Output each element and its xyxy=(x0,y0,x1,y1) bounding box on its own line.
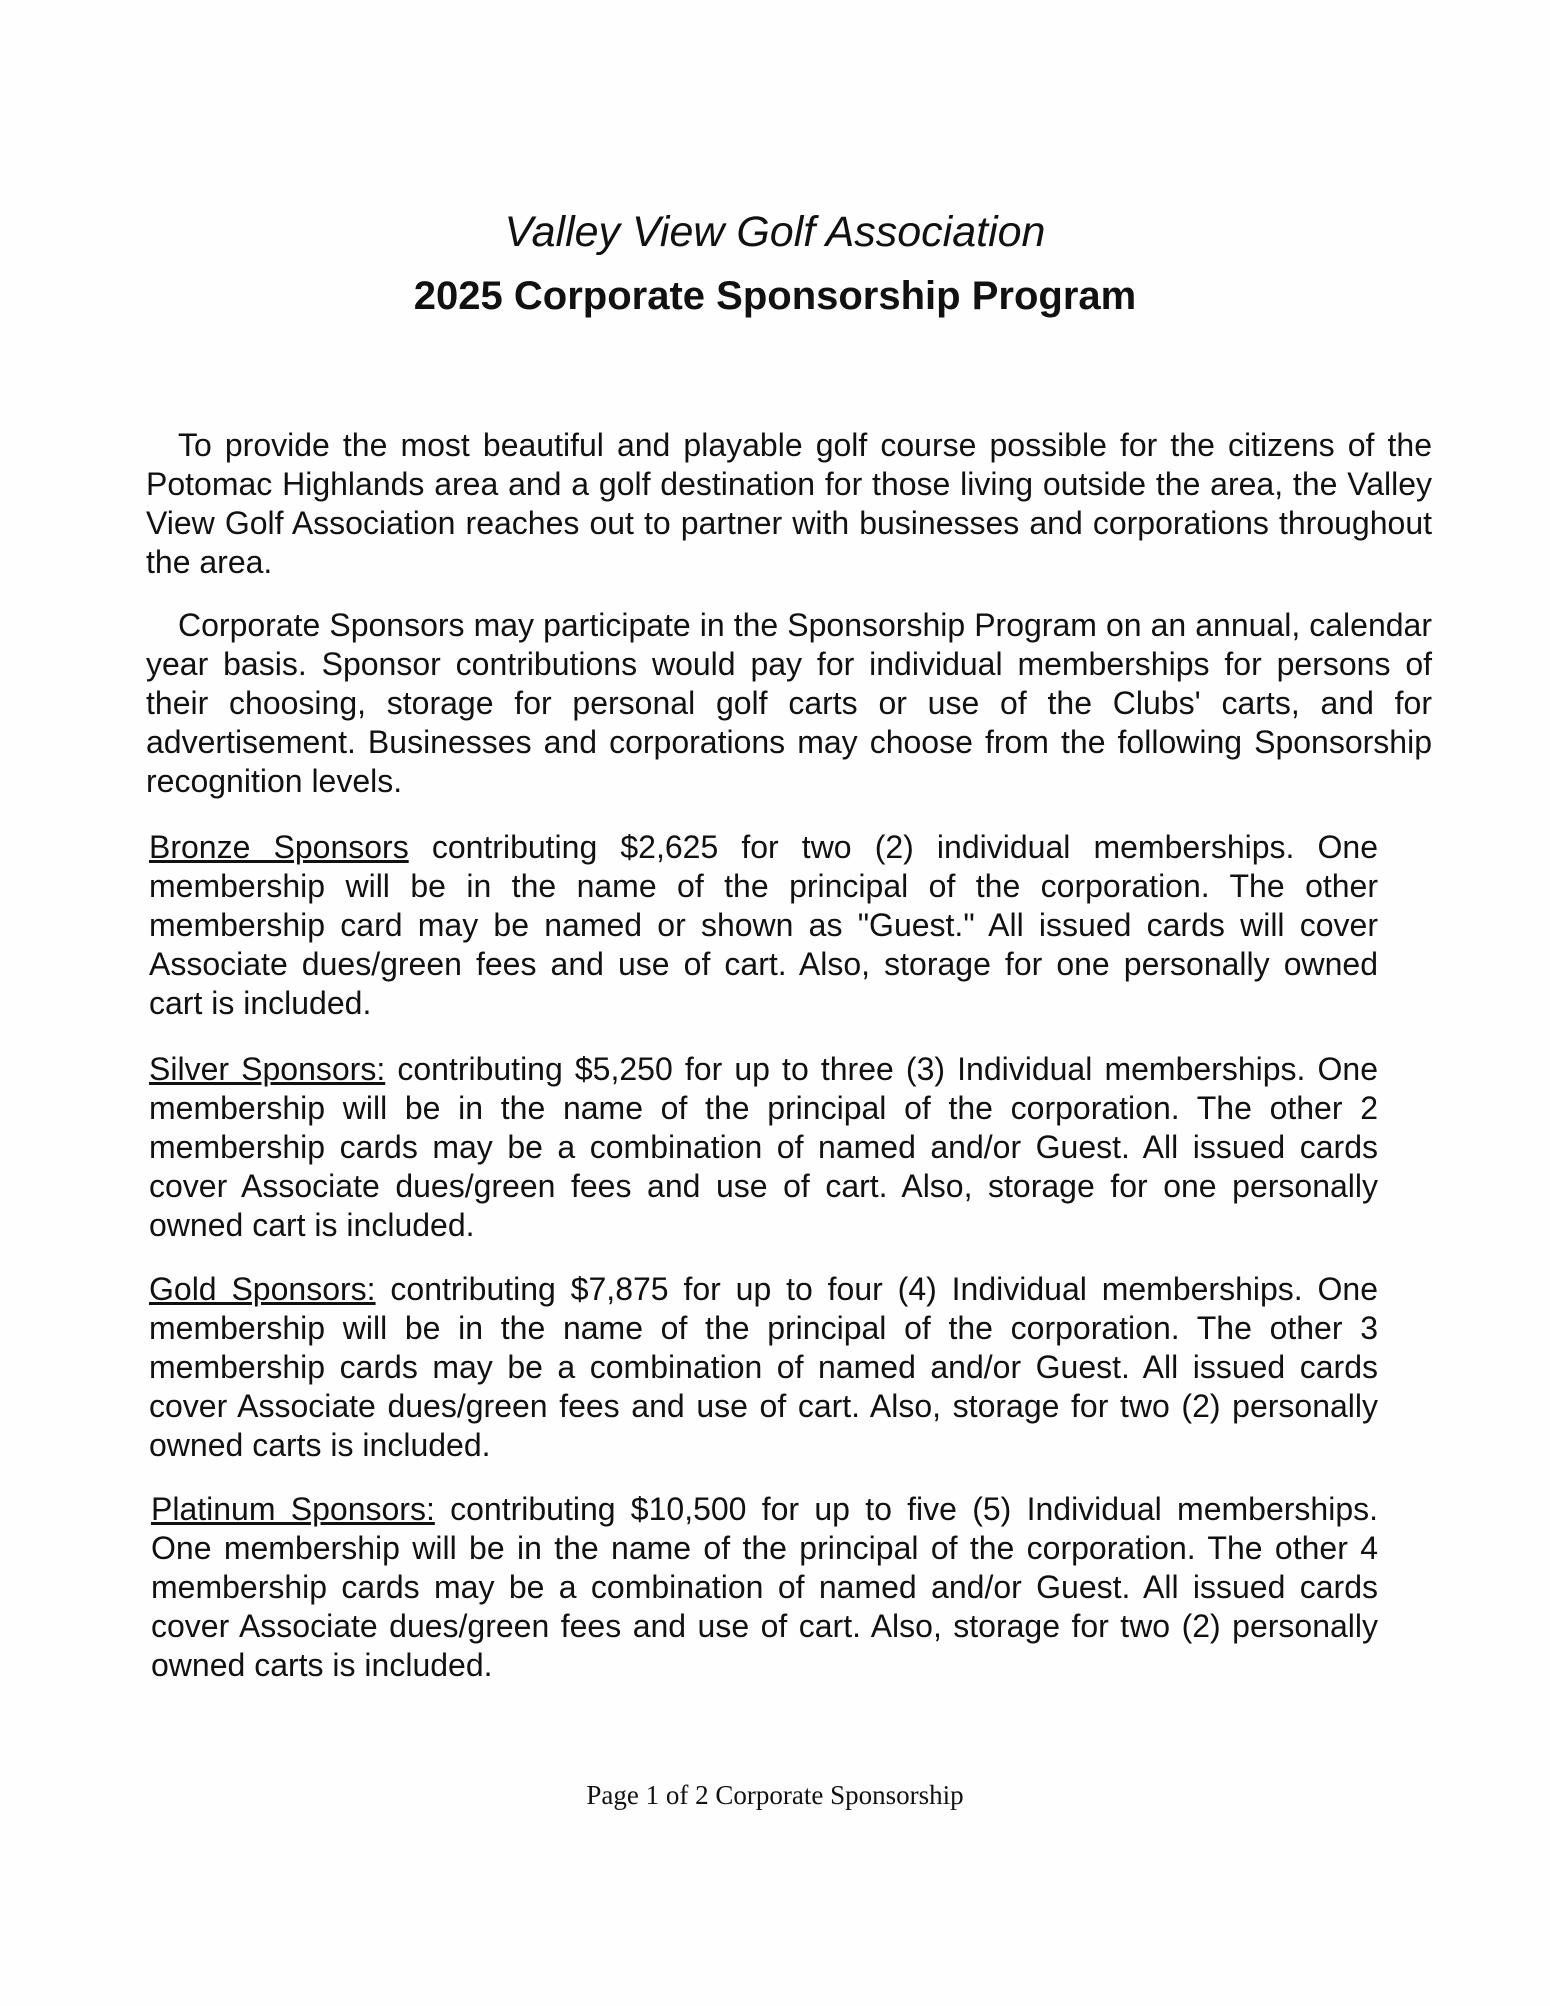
bronze-level-text: contributing $2,625 for two (2) individual memberships. One membership will be in the name of the principal of the corporation. The other membership card may be named or shown as "Guest." All issued cards will cover Associate dues/green fees and use of cart. Also, storage for one personally owned cart is included. xyxy=(149,829,1379,1021)
silver-level-name: Silver Sponsors: xyxy=(149,1051,386,1087)
organization-title: Valley View Golf Association xyxy=(504,208,1046,256)
bronze-level-name: Bronze Sponsors xyxy=(149,829,409,865)
silver-level-paragraph xyxy=(149,1050,1378,1245)
silver-level-text: contributing $5,250 for up to three (3) Individual memberships. One membership will be in the name of the principal of the corporation. The other 2 membership cards may be a combination of named and/or Guest. All issued cards cover Associate dues/green fees and use of cart. Also, storage for one personally owned cart is included. xyxy=(149,1051,1379,1243)
gold-level-text: contributing $7,875 for up to four (4) Individual memberships. One membership will be in the name of the principal of the corporation. The other 3 membership cards may be a combination of named and/or Guest. All issued cards cover Associate dues/green fees and use of cart. Also, storage for two (2) personally owned carts is included. xyxy=(149,1271,1379,1463)
page-footer: Page 1 of 2 Corporate Sponsorship xyxy=(586,1780,964,1810)
platinum-level-paragraph xyxy=(151,1490,1378,1685)
intro-paragraph-1: To provide the most beautiful and playable golf course possible for the citizens of the Potomac Highlands area and a golf destination for those living outside the area, the Valley View Golf Association reaches out to partner with businesses and corporations throughout the area. xyxy=(146,427,1432,580)
gold-level-paragraph xyxy=(149,1270,1378,1465)
platinum-level-text: contributing $10,500 for up to five (5) Individual memberships. One membership will be in the name of the principal of the corporation. The other 4 membership cards may be a combination of named and/or Guest. All issued cards cover Associate dues/green fees and use of cart. Also, storage for two (2) personally owned carts is included. xyxy=(151,1491,1379,1683)
intro-paragraph-2: Corporate Sponsors may participate in the Sponsorship Program on an annual, calendar year basis. Sponsor contributions would pay for individual memberships for persons of their choosing, storage for personal golf carts or use of the Clubs' carts, and for advertisement. Businesses and corporations may choose from the following Sponsorship recognition levels. xyxy=(146,607,1432,799)
program-title: 2025 Corporate Sponsorship Program xyxy=(413,274,1137,318)
bronze-level-paragraph xyxy=(149,828,1378,1023)
platinum-level-name: Platinum Sponsors: xyxy=(151,1491,435,1527)
gold-level-name: Gold Sponsors: xyxy=(149,1271,376,1307)
